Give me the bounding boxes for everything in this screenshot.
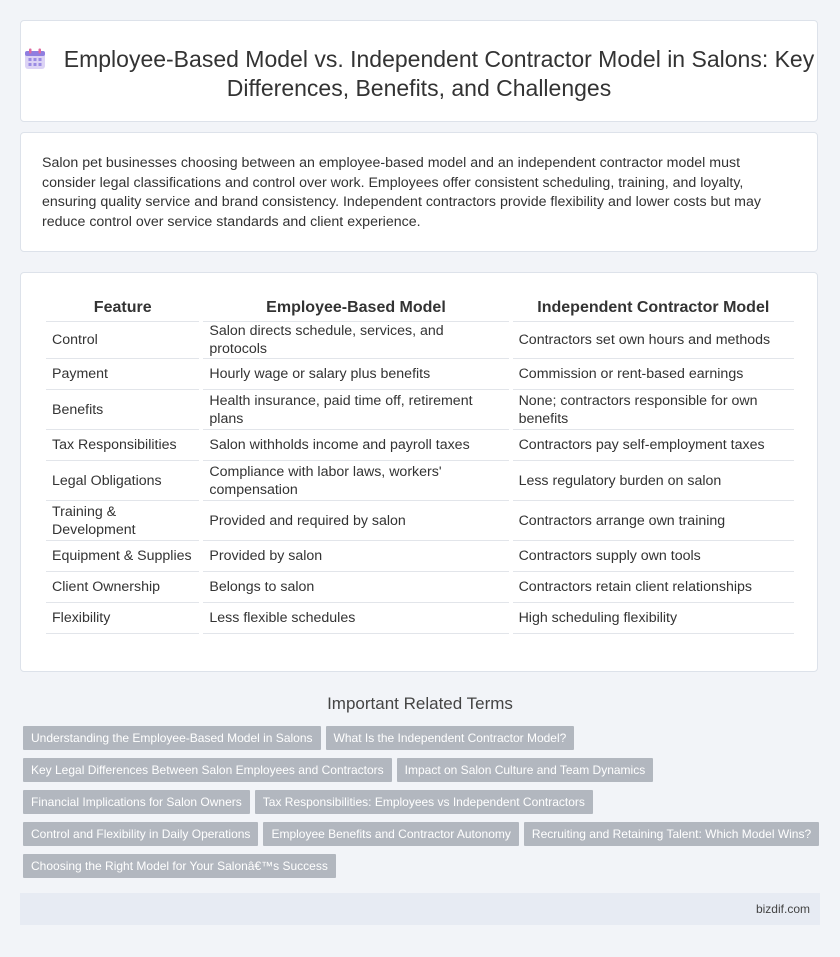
table-cell-employee: Health insurance, paid time off, retirement plans — [203, 390, 508, 430]
column-header-contractor: Independent Contractor Model — [513, 295, 794, 322]
page-title-text: Employee-Based Model vs. Independent Contractor Model in Salons: Key Differences, Benefits, and Challenges — [63, 46, 815, 101]
table-cell-employee: Provided and required by salon — [203, 501, 508, 541]
footer — [20, 893, 820, 925]
table-cell-feature: Benefits — [46, 390, 199, 430]
intro-card — [20, 132, 818, 252]
table-cell-employee: Provided by salon — [203, 541, 508, 572]
table-cell-employee: Salon withholds income and payroll taxes — [203, 430, 508, 461]
table-cell-feature: Flexibility — [46, 603, 199, 634]
table-row — [46, 322, 794, 359]
related-term-tag[interactable]: Financial Implications for Salon Owners — [23, 790, 250, 814]
table-cell-contractor: Commission or rent-based earnings — [513, 359, 794, 390]
table-cell-feature: Tax Responsibilities — [46, 430, 199, 461]
table-cell-feature: Equipment & Supplies — [46, 541, 199, 572]
header-card — [20, 20, 818, 122]
footer-site-link[interactable]: bizdif.com — [755, 902, 810, 916]
page-title — [21, 45, 817, 103]
table-cell-feature: Training & Development — [46, 501, 199, 541]
table-cell-contractor: Contractors pay self-employment taxes — [513, 430, 794, 461]
related-term-tag[interactable]: Recruiting and Retaining Talent: Which Model Wins? — [524, 822, 819, 846]
table-row — [46, 603, 794, 634]
related-term-tag[interactable]: Control and Flexibility in Daily Operations — [23, 822, 258, 846]
comparison-table-card — [20, 272, 818, 672]
table-cell-contractor: Contractors arrange own training — [513, 501, 794, 541]
column-header-feature: Feature — [46, 295, 199, 322]
column-header-employee: Employee-Based Model — [203, 295, 508, 322]
related-term-tag[interactable]: Choosing the Right Model for Your Salonâ€™s Success — [23, 854, 336, 878]
table-cell-contractor: None; contractors responsible for own benefits — [513, 390, 794, 430]
table-row — [46, 541, 794, 572]
table-row — [46, 430, 794, 461]
table-row — [46, 390, 794, 430]
table-cell-feature: Control — [46, 322, 199, 359]
table-header-row — [46, 295, 794, 322]
table-cell-employee: Less flexible schedules — [203, 603, 508, 634]
related-term-tag[interactable]: Key Legal Differences Between Salon Employees and Contractors — [23, 758, 392, 782]
comparison-table — [42, 295, 798, 634]
related-terms-heading: Important Related Terms — [327, 694, 513, 713]
intro-paragraph: Salon pet businesses choosing between an employee-based model and an independent contractor model must consider legal classifications and control over work. Employees offer consistent scheduling, training, and loyalty, ensuring quality service and brand consistency. Independent contractors provide flexibility and lower costs but may reduce control over service standards and client experience. — [42, 155, 761, 230]
table-cell-feature: Legal Obligations — [46, 461, 199, 501]
related-term-tag[interactable]: Tax Responsibilities: Employees vs Independent Contractors — [255, 790, 593, 814]
table-cell-contractor: Contractors set own hours and methods — [513, 322, 794, 359]
related-term-tag[interactable]: Impact on Salon Culture and Team Dynamics — [397, 758, 654, 782]
table-cell-employee: Hourly wage or salary plus benefits — [203, 359, 508, 390]
table-cell-contractor: Less regulatory burden on salon — [513, 461, 794, 501]
related-terms-list — [23, 726, 823, 886]
related-term-tag[interactable]: What Is the Independent Contractor Model? — [326, 726, 575, 750]
table-cell-employee: Salon directs schedule, services, and protocols — [203, 322, 508, 359]
table-row — [46, 501, 794, 541]
table-cell-contractor: Contractors supply own tools — [513, 541, 794, 572]
related-term-tag[interactable]: Understanding the Employee-Based Model in Salons — [23, 726, 321, 750]
table-cell-contractor: High scheduling flexibility — [513, 603, 794, 634]
table-cell-contractor: Contractors retain client relationships — [513, 572, 794, 603]
table-cell-employee: Compliance with labor laws, workers' compensation — [203, 461, 508, 501]
related-term-tag[interactable]: Employee Benefits and Contractor Autonomy — [263, 822, 518, 846]
table-cell-feature: Payment — [46, 359, 199, 390]
table-row — [46, 461, 794, 501]
calendar-icon — [24, 48, 46, 70]
table-row — [46, 359, 794, 390]
table-row — [46, 572, 794, 603]
table-cell-feature: Client Ownership — [46, 572, 199, 603]
table-cell-employee: Belongs to salon — [203, 572, 508, 603]
